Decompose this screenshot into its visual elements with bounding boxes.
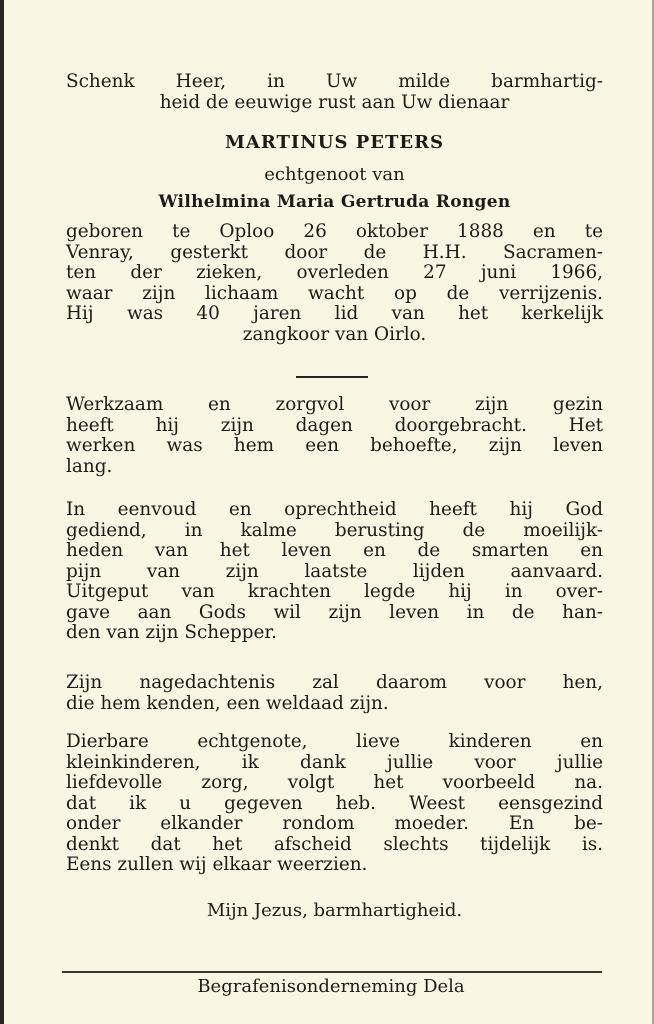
text-line: werken was hem een behoefte, zijn leven <box>66 435 603 456</box>
text-line: pijn van zijn laatste lijden aanvaard. <box>66 560 603 582</box>
closing-prayer: Mijn Jezus, barmhartigheid. <box>206 900 463 921</box>
text-line: heden van het leven en de smarten en <box>66 540 603 561</box>
text-line: heeft hij zijn dagen doorgebracht. Het <box>66 414 603 436</box>
text-line: Werkzaam en zorgvol voor zijn gezin <box>66 394 603 415</box>
biography <box>66 222 603 345</box>
relation-text: echtgenoot van <box>264 164 405 185</box>
text-line: In eenvoud en oprechtheid heeft hij God <box>66 499 603 520</box>
paragraph-faith <box>66 500 603 644</box>
footer-rule <box>62 971 602 973</box>
text-line: liefdevolle zorg, volgt het voorbeeld na. <box>66 772 603 793</box>
text-line: gediend, in kalme berusting de moeilijk- <box>66 519 603 541</box>
funeral-home: Begrafenisonderneming Dela <box>197 976 465 997</box>
opening-prayer <box>66 72 603 113</box>
paragraph-farewell <box>66 732 603 876</box>
paragraph-work <box>66 395 603 477</box>
text-line: Uitgeput van krachten legde hij in over- <box>66 581 603 602</box>
text-line: lang. <box>66 455 113 477</box>
section-divider <box>296 376 368 378</box>
biography-line: geboren te Oploo 26 oktober 1888 en te <box>66 221 603 242</box>
text-line: Zijn nagedachtenis zal daarom voor hen, <box>66 672 603 693</box>
biography-line: Venray, gesterkt door de H.H. Sacramen- <box>66 241 603 263</box>
biography-line: zangkoor van Oirlo. <box>242 323 427 345</box>
text-line: Dierbare echtgenote, lieve kinderen en <box>66 731 603 752</box>
text-line: onder elkander rondom moeder. En be- <box>66 813 603 834</box>
text-line: Eens zullen wij elkaar weerzien. <box>66 854 368 875</box>
biography-line: Hij was 40 jaren lid van het kerkelijk <box>66 303 603 324</box>
spouse-name: Wilhelmina Maria Gertruda Rongen <box>158 192 511 212</box>
opening-line: Schenk Heer, in Uw milde barmhartig- <box>66 71 603 92</box>
text-line: dat ik u gegeven heb. Weest eensgezind <box>66 792 603 814</box>
paragraph-memory <box>66 673 603 714</box>
text-line: denkt dat het afscheid slechts tijdelijk is. <box>66 833 603 855</box>
text-line: gave aan Gods wil zijn leven in de han- <box>66 601 603 623</box>
deceased-name: MARTINUS PETERS <box>224 132 445 153</box>
text-line: die hem kenden, een weldaad zijn. <box>66 692 389 714</box>
biography-line: ten der zieken, overleden 27 juni 1966, <box>66 262 603 283</box>
text-line: den van zijn Schepper. <box>66 622 278 643</box>
opening-line: heid de eeuwige rust aan Uw dienaar <box>159 91 510 113</box>
text-line: kleinkinderen, ik dank jullie voor jullie <box>66 751 603 773</box>
biography-line: waar zijn lichaam wacht op de verrijzenis. <box>66 282 603 304</box>
